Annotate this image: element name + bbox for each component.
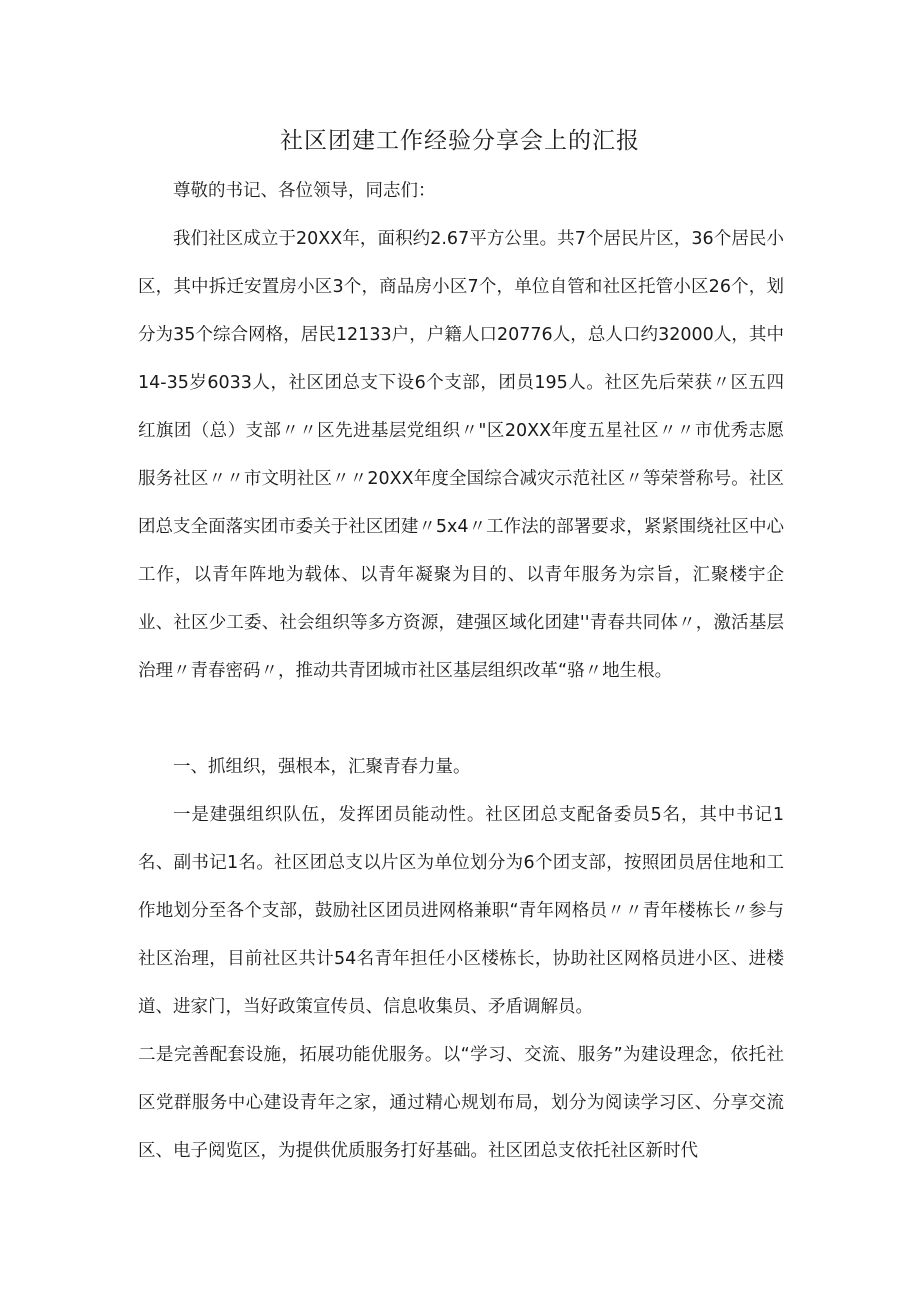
paragraph-organization: 一是建强组织队伍，发挥团员能动性。社区团总支配备委员5名，其中书记1名、副书记1名。社区团总支以片区为单位划分为6个团支部，按照团员居住地和工作地划分至各个支部，鼓励社区团员进网格兼职“青年网格员〃〃青年楼栋长〃参与社区治理，目前社区共计54名青年担任小区楼栋长，协助社区网格员进小区、进楼道、进家门，当好政策宣传员、信息收集员、矛盾调解员。 [138, 805, 784, 1017]
salutation: 尊敬的书记、各位领导，同志们： [173, 181, 436, 201]
paragraph-intro: 我们社区成立于20XX年，面积约2.67平方公里。共7个居民片区，36个居民小区，其中拆迁安置房小区3个，商品房小区7个，单位自管和社区托管小区26个，划分为35个综合网格，居民12133户，户籍人口20776人，总人口约32000人，其中14-35岁6033人，社区团总支下设6个支部，团员195人。社区先后荣获〃区五四红旗团（总）支部〃〃区先进基层党组织〃"区20XX年度五星社区〃〃市优秀志愿服务社区〃〃市文明社区〃〃20XX年度全国综合减灾示范社区〃等荣誉称号。社区团总支全面落实团市委关于社区团建〃5x4〃工作法的部署要求，紧紧围绕社区中心工作，以青年阵地为载体、以青年凝聚为目的、以青年服务为宗旨，汇聚楼宇企业、社区少工委、社会组织等多方资源，建强区域化团建''青春共同体〃，激活基层治理〃青春密码〃，推动共青团城市社区基层组织改革“骆〃地生根。 [138, 229, 784, 681]
section-heading-1: 一、抓组织，强根本，汇聚青春力量。 [173, 757, 471, 777]
paragraph-facilities: 二是完善配套设施，拓展功能优服务。以“学习、交流、服务”为建设理念，依托社区党群服务中心建设青年之家，通过精心规划布局，划分为阅读学习区、分享交流区、电子阅览区，为提供优质服务打好基础。社区团总支依托社区新时代 [138, 1045, 784, 1161]
document-title: 社区团建工作经验分享会上的汇报 [280, 128, 640, 154]
